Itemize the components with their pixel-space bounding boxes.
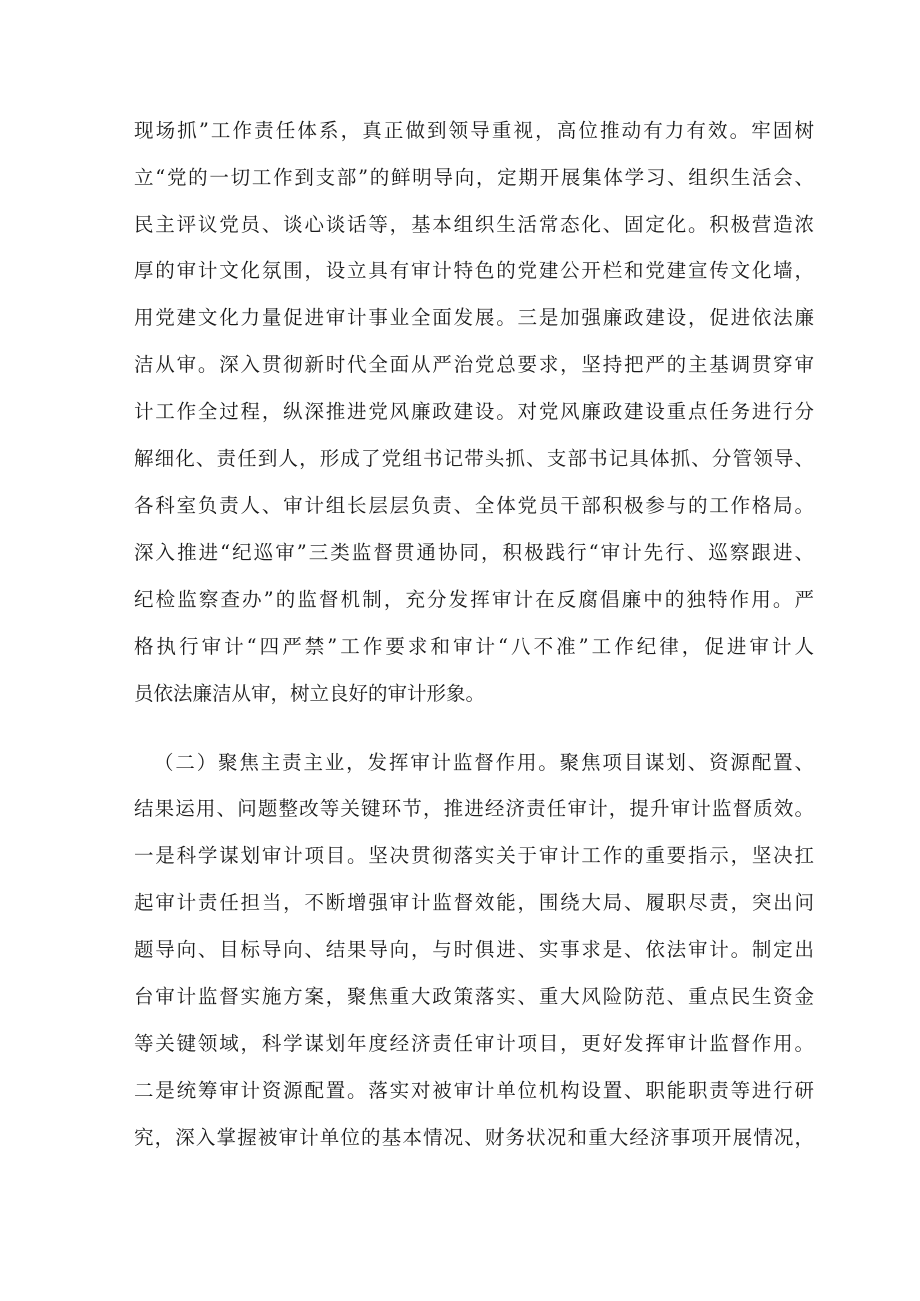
text-line: 二是统筹审计资源配置。落实对被审计单位机构设置、职能职责等进行研 xyxy=(134,1079,814,1102)
text-line: 立“党的一切工作到支部”的鲜明导向，定期开展集体学习、组织生活会、 xyxy=(134,166,814,189)
text-line: 题导向、目标导向、结果导向，与时俱进、实事求是、依法审计。制定出 xyxy=(134,938,814,961)
text-line: 一是科学谋划审计项目。坚决贯彻落实关于审计工作的重要指示，坚决扛 xyxy=(134,844,814,867)
section-heading-line: （二）聚焦主责主业，发挥审计监督作用。聚焦项目谋划、资源配置、 xyxy=(154,751,814,774)
text-line: 民主评议党员、谈心谈话等，基本组织生活常态化、固定化。积极营造浓 xyxy=(134,213,814,236)
text-line: 究，深入掌握被审计单位的基本情况、财务状况和重大经济事项开展情况， xyxy=(134,1126,814,1149)
text-line: 等关键领域，科学谋划年度经济责任审计项目，更好发挥审计监督作用。 xyxy=(134,1032,814,1055)
text-line: 纪检监察查办”的监督机制，充分发挥审计在反腐倡廉中的独特作用。严 xyxy=(134,588,814,611)
text-line: 深入推进“纪巡审”三类监督贯通协同，积极践行“审计先行、巡察跟进、 xyxy=(134,541,814,564)
text-line: 员依法廉洁从审，树立良好的审计形象。 xyxy=(134,682,486,705)
text-line: 计工作全过程，纵深推进党风廉政建设。对党风廉政建设重点任务进行分 xyxy=(134,400,814,423)
text-line: 用党建文化力量促进审计事业全面发展。三是加强廉政建设，促进依法廉 xyxy=(134,306,814,329)
text-line: 厚的审计文化氛围，设立具有审计特色的党建公开栏和党建宣传文化墙， xyxy=(134,259,814,282)
text-line: 结果运用、问题整改等关键环节，推进经济责任审计，提升审计监督质效。 xyxy=(134,797,814,820)
text-line: 解细化、责任到人，形成了党组书记带头抓、支部书记具体抓、分管领导、 xyxy=(134,447,814,470)
text-line: 起审计责任担当，不断增强审计监督效能，围绕大局、履职尽责，突出问 xyxy=(134,891,814,914)
text-line: 格执行审计“四严禁”工作要求和审计“八不准”工作纪律，促进审计人 xyxy=(134,635,814,658)
text-line: 台审计监督实施方案，聚焦重大政策落实、重大风险防范、重点民生资金 xyxy=(134,985,814,1008)
text-line: 各科室负责人、审计组长层层负责、全体党员干部积极参与的工作格局。 xyxy=(134,494,814,517)
text-line: 洁从审。深入贯彻新时代全面从严治党总要求，坚持把严的主基调贯穿审 xyxy=(134,353,814,376)
text-line: 现场抓”工作责任体系，真正做到领导重视，高位推动有力有效。牢固树 xyxy=(134,119,814,142)
